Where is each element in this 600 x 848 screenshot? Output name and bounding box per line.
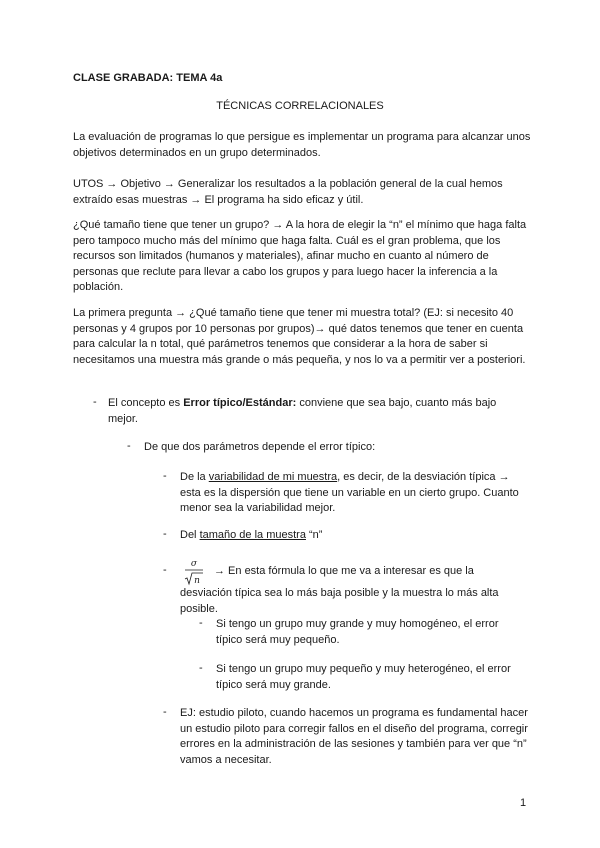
bullet-text: Del (180, 529, 200, 541)
formula-numerator: σ (190, 559, 198, 569)
paragraph-2: UTOS → Objetivo → Generalizar los resultados a la población general de la cual hemos extraído esas muestras → El programa ha sido eficaz y útil. (73, 178, 503, 206)
underlined-term: variabilidad de mi muestra (208, 471, 338, 483)
bullet-dash: - (163, 564, 167, 576)
document-heading: CLASE GRABADA: TEMA 4a (73, 72, 223, 84)
sub-bullet-heterogeneo: Si tengo un grupo muy pequeño y muy heterogéneo, el error típico será muy grande. (216, 663, 511, 691)
paragraph-4: La primera pregunta → ¿Qué tamaño tiene que tener mi muestra total? (EJ: si necesito 40 personas y 4 grupos por 10 personas por grupos)→ qué datos tenemos que tener en cuenta para calcular la n total, qué parámetros tenemos que considerar a la hora de saber si necesitamos una muestra más grande o más pequeña, y nos lo va a permitir ver a posteriori. (73, 307, 526, 366)
bullet-formula-rest: desviación típica sea lo más baja posible y la muestra lo más alta posible. (180, 587, 499, 615)
formula-denominator: n (194, 576, 200, 586)
bullet-formula-line: → En esta fórmula lo que me va a interesar es que la (214, 565, 474, 577)
bullet-estudio-piloto: EJ: estudio piloto, cuando hacemos un programa es fundamental hacer un estudio piloto para corregir fallos en el diseño del programa, corregir errores en la administración de las sesiones y también para ver que “n” vamos a necesitar. (180, 707, 528, 766)
sub-bullet-homogeneo: Si tengo un grupo muy grande y muy homogéneo, el error típico será muy pequeño. (216, 618, 499, 646)
page-number: 1 (520, 797, 527, 809)
bullet-error-tipico (108, 396, 528, 427)
bullet-dash: - (127, 440, 131, 452)
standard-error-formula (183, 557, 205, 587)
paragraph-3: ¿Qué tamaño tiene que tener un grupo? → A la hora de elegir la “n” el mínimo que haga falta pero tampoco mucho más del mínimo que haga falta. Cuál es el gran problema, que los recursos son limitados (humanos y materiales), afinar mucho en cuanto al número de personas que reclute para llevar a cabo los grupos y para luego hacer la inferencia a la población. (73, 219, 527, 293)
bullet-dash: - (93, 396, 97, 408)
bullet-dash: - (163, 706, 167, 718)
bullet-variabilidad (180, 470, 532, 517)
paragraph-1: La evaluación de programas lo que persigue es implementar un programa para alcanzar unos objetivos determinados en un grupo determinados. (73, 131, 531, 159)
underlined-term: tamaño de la muestra (199, 529, 306, 541)
bullet-tamano (180, 528, 532, 544)
section-title: TÉCNICAS CORRELACIONALES (216, 100, 384, 112)
bullet-dash: - (163, 470, 167, 482)
bullet-text: “n” (305, 529, 323, 541)
bullet-dash: - (163, 528, 167, 540)
bullet-text: De la (180, 471, 209, 483)
bold-term: Error típico/Estándar: (183, 397, 297, 409)
bullet-parametros: De que dos parámetros depende el error típico: (144, 441, 376, 453)
bullet-dash: - (199, 617, 203, 629)
bullet-text: , es decir, de la desviación típica → esta es la dispersión que tiene un variable en un cierto grupo. Cuanto menor sea la variabilidad mejor. (180, 471, 519, 514)
bullet-text: El concepto es (108, 397, 184, 409)
bullet-dash: - (199, 662, 203, 674)
bullet-text: conviene que sea bajo, cuanto más bajo mejor. (108, 397, 497, 425)
